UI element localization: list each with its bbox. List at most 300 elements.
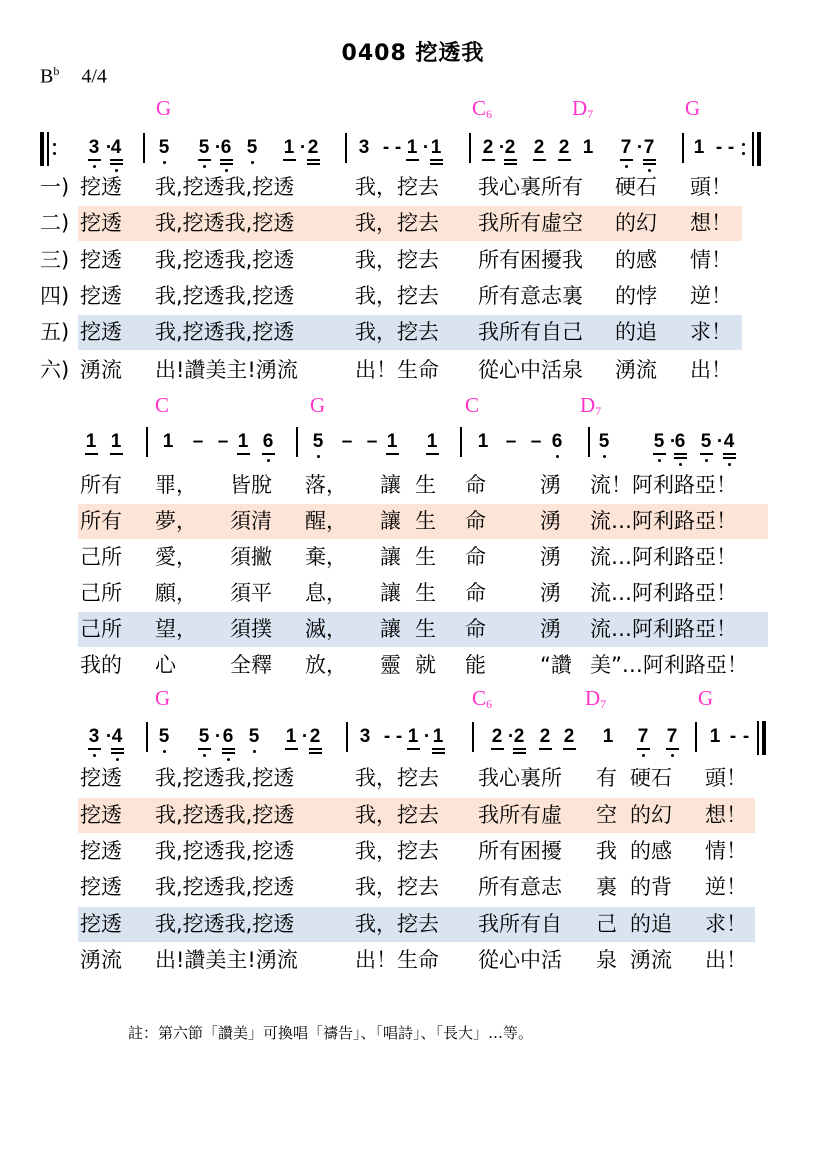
lyric-segment: 我，挖去 — [355, 175, 439, 199]
note-text: 6 — [262, 431, 274, 452]
lyric-segment: 逆！ — [690, 284, 732, 308]
low-octave-dot — [163, 750, 166, 753]
note-text: 1 — [237, 431, 249, 452]
low-octave-dot — [251, 161, 254, 164]
note — [598, 432, 610, 452]
lyric-segment: 美”…阿利路亞！ — [590, 653, 748, 677]
low-octave-dot — [163, 161, 166, 164]
note — [283, 138, 295, 158]
lyric-segment: 皆脫 — [230, 473, 272, 497]
lyric-segment: 挖透 — [80, 320, 122, 344]
note-text: 2 — [491, 726, 503, 747]
chord-name: C — [472, 96, 487, 120]
lyric-segment: 挖透 — [80, 248, 122, 272]
note — [482, 138, 494, 158]
low-octave-dot — [253, 750, 256, 753]
note-text: 3 — [359, 726, 371, 747]
lyric-segment: 的感 — [615, 248, 657, 272]
note — [222, 727, 234, 747]
chord-name: G — [685, 96, 701, 120]
lyric-segment: 求！ — [690, 320, 732, 344]
lyric-segment: 的背 — [630, 875, 672, 899]
note-text: · — [507, 726, 515, 747]
lyric-segment: 命 — [465, 545, 486, 569]
lyric-segment: 讓 — [380, 473, 401, 497]
low-octave-dot — [93, 754, 96, 757]
note-text: - — [383, 726, 391, 747]
chord-symbol — [465, 393, 479, 419]
note — [237, 432, 249, 452]
low-octave-dot — [203, 165, 206, 168]
key-signature — [40, 64, 107, 89]
underline — [723, 457, 736, 459]
underline — [653, 453, 666, 455]
lyric-segment: 須平 — [230, 581, 272, 605]
note-text: 2 — [309, 726, 321, 747]
final-thick-bar — [762, 721, 766, 755]
note-text: 2 — [533, 137, 545, 158]
note-text: - — [715, 137, 723, 158]
chord-symbol — [472, 686, 492, 712]
underline — [220, 159, 233, 161]
lyric-segment: 須撇 — [230, 545, 272, 569]
end-repeat-thick-bar — [757, 132, 761, 166]
note — [582, 138, 594, 158]
hold-dash — [217, 432, 229, 452]
hold-dash — [393, 727, 405, 747]
lyric-segment: 讓 — [380, 581, 401, 605]
low-octave-dot — [648, 169, 651, 172]
barline — [296, 427, 298, 457]
note-text: 1 — [285, 726, 297, 747]
note-text: · — [214, 137, 222, 158]
note-text: 7 — [666, 726, 678, 747]
note-text: 5 — [248, 726, 260, 747]
lyric-segment: 有 — [596, 766, 617, 790]
note-text: · — [716, 431, 724, 452]
note-text: 2 — [307, 137, 319, 158]
chord-symbol — [580, 393, 601, 419]
note — [643, 138, 655, 158]
lyric-segment: 流…阿利路亞！ — [590, 545, 737, 569]
hold-dash — [192, 432, 204, 452]
note — [158, 727, 170, 747]
note — [477, 432, 489, 452]
lyric-segment: 我,挖透我,挖透 — [155, 175, 295, 199]
underline — [674, 453, 687, 455]
low-octave-dot — [556, 455, 559, 458]
lyric-segment: 能 — [465, 653, 486, 677]
note-text: 1 — [426, 431, 438, 452]
note-text: 5 — [700, 431, 712, 452]
lyric-segment: 想！ — [705, 803, 747, 827]
underline — [110, 163, 123, 165]
note-text: 3 — [88, 726, 100, 747]
lyric-segment: 己所 — [80, 617, 122, 641]
note-text: 1 — [582, 137, 594, 158]
start-repeat-thin-bar — [47, 132, 49, 166]
lyric-segment: 湧 — [540, 617, 561, 641]
chord-symbol — [472, 96, 492, 122]
underline — [666, 748, 679, 750]
chord-name: C — [155, 393, 170, 417]
repeat-dot — [742, 152, 745, 155]
low-octave-dot — [625, 165, 628, 168]
low-octave-dot — [679, 463, 682, 466]
note-text: - — [394, 137, 402, 158]
lyric-segment: 出！ — [705, 948, 747, 972]
lyric-segment: 所有 — [80, 473, 122, 497]
verse-number: 五) — [40, 320, 70, 344]
lyric-segment: 罪， — [155, 473, 197, 497]
note — [312, 432, 324, 452]
underline — [222, 748, 235, 750]
lyric-segment: 的悖 — [615, 284, 657, 308]
lyric-segment: 從心中活 — [478, 948, 562, 972]
note — [358, 138, 370, 158]
lyric-segment: 我心裏所 — [478, 766, 562, 790]
note — [88, 138, 100, 158]
underline — [283, 159, 296, 161]
note-text: 7 — [620, 137, 632, 158]
lyric-segment: 所有意志 — [478, 875, 562, 899]
lyric-segment: 讓 — [380, 545, 401, 569]
note-text: 3 — [358, 137, 370, 158]
lyric-segment: 讓 — [380, 617, 401, 641]
barline — [695, 722, 697, 752]
lyric-segment: 心 — [155, 653, 176, 677]
underline — [539, 748, 552, 750]
lyric-segment: 所有 — [80, 509, 122, 533]
underline — [700, 453, 713, 455]
note — [723, 432, 735, 452]
note-text: 5 — [653, 431, 665, 452]
note-text: – — [341, 431, 353, 452]
barline — [682, 133, 684, 163]
chord-symbol — [585, 686, 606, 712]
lyric-segment: 我,挖透我,挖透 — [155, 839, 295, 863]
note — [551, 432, 563, 452]
low-octave-dot — [603, 455, 606, 458]
lyric-segment: 我所有自己 — [478, 320, 583, 344]
chord-name: D — [585, 686, 601, 710]
note — [262, 432, 274, 452]
underline — [198, 159, 211, 161]
underline — [426, 453, 439, 455]
lyric-segment: 所有意志裏 — [478, 284, 583, 308]
note — [558, 138, 570, 158]
lyric-segment: 挖透 — [80, 839, 122, 863]
note — [539, 727, 551, 747]
lyric-segment: 的幻 — [630, 803, 672, 827]
note — [602, 727, 614, 747]
lyric-segment: 求！ — [705, 912, 747, 936]
underline — [85, 453, 98, 455]
lyric-segment: 己所 — [80, 545, 122, 569]
repeat-dot — [53, 152, 56, 155]
lyric-segment: 我,挖透我,挖透 — [155, 912, 295, 936]
note — [620, 138, 632, 158]
note-text: 6 — [222, 726, 234, 747]
note-text: 1 — [432, 726, 444, 747]
hold-dash — [713, 138, 725, 158]
underline — [674, 457, 687, 459]
note-text: – — [192, 431, 204, 452]
low-octave-dot — [658, 459, 661, 462]
low-octave-dot — [267, 459, 270, 462]
lyric-segment: 湧流 — [80, 358, 122, 382]
note-text: 1 — [430, 137, 442, 158]
underline — [220, 163, 233, 165]
note — [430, 138, 442, 158]
underline — [198, 748, 211, 750]
note — [491, 727, 503, 747]
note — [533, 138, 545, 158]
note — [666, 727, 678, 747]
lyric-segment: 情！ — [690, 248, 732, 272]
note-text: · — [105, 137, 113, 158]
lyric-segment: 流…阿利路亞！ — [590, 617, 737, 641]
verse-number: 一) — [40, 175, 70, 199]
note — [693, 138, 705, 158]
lyric-segment: 命 — [465, 473, 486, 497]
lyric-segment: 我 — [596, 839, 617, 863]
underline — [407, 748, 420, 750]
underline — [620, 159, 633, 161]
time-signature: 4/4 — [81, 65, 107, 88]
low-octave-dot — [317, 455, 320, 458]
lyric-segment: 出！生命 — [355, 358, 439, 382]
underline — [406, 159, 419, 161]
lyric-segment: 逆！ — [705, 875, 747, 899]
note — [158, 138, 170, 158]
underline — [558, 159, 571, 161]
note-text: 4 — [110, 137, 122, 158]
footnote: 註：第六節「讚美」可換唱「禱告」、「唱詩」、「長大」…等。 — [128, 1024, 534, 1042]
low-octave-dot — [225, 169, 228, 172]
lyric-segment: 我,挖透我,挖透 — [155, 875, 295, 899]
hold-dash — [740, 727, 752, 747]
note-text: 4 — [723, 431, 735, 452]
note-text: 5 — [598, 431, 610, 452]
barline — [146, 722, 148, 752]
note-text: 1 — [693, 137, 705, 158]
underline — [307, 159, 320, 161]
underline — [237, 453, 250, 455]
chord-symbol — [155, 393, 169, 419]
barline — [460, 427, 462, 457]
lyric-segment: 我，挖去 — [355, 839, 439, 863]
note-text: · — [669, 431, 677, 452]
note — [359, 727, 371, 747]
lyric-segment: 想！ — [690, 211, 732, 235]
note — [110, 138, 122, 158]
start-repeat-thick-bar — [40, 132, 44, 166]
lyric-segment: 我的 — [80, 653, 122, 677]
underline — [111, 748, 124, 750]
lyric-segment: 挖透 — [80, 912, 122, 936]
underline — [309, 752, 322, 754]
lyric-segment: 硬石 — [615, 175, 657, 199]
underline — [111, 752, 124, 754]
underline — [482, 159, 495, 161]
underline — [88, 159, 101, 161]
note — [246, 138, 258, 158]
note-text: · — [422, 137, 430, 158]
hold-dash — [505, 432, 517, 452]
lyric-segment: 醒， — [305, 509, 347, 533]
note-text: 5 — [198, 137, 210, 158]
hold-dash — [725, 138, 737, 158]
lyric-segment: 所有困擾 — [478, 839, 562, 863]
note-text: 1 — [110, 431, 122, 452]
key-accidental: b — [53, 64, 60, 78]
lyric-segment: 望， — [155, 617, 197, 641]
lyric-segment: 湧流 — [615, 358, 657, 382]
lyric-segment: 的追 — [615, 320, 657, 344]
lyric-segment: 命 — [465, 581, 486, 605]
note-text: 1 — [477, 431, 489, 452]
lyric-segment: 流…阿利路亞！ — [590, 581, 737, 605]
note — [111, 727, 123, 747]
note — [307, 138, 319, 158]
repeat-dot — [53, 143, 56, 146]
note-text: 1 — [283, 137, 295, 158]
note — [85, 432, 97, 452]
underline — [491, 748, 504, 750]
lyric-segment: 我,挖透我,挖透 — [155, 248, 295, 272]
note-text: – — [530, 431, 542, 452]
note-text: 1 — [709, 726, 721, 747]
underline — [110, 159, 123, 161]
lyric-segment: 我,挖透我,挖透 — [155, 284, 295, 308]
lyric-segment: 夢， — [155, 509, 197, 533]
chord-extension: 7 — [587, 107, 594, 121]
note-text: – — [505, 431, 517, 452]
lyric-segment: 放， — [305, 653, 347, 677]
lyric-segment: 落， — [305, 473, 347, 497]
note — [653, 432, 665, 452]
chord-name: G — [155, 686, 171, 710]
key-note: B — [40, 65, 54, 88]
note-text: 2 — [504, 137, 516, 158]
hold-dash — [341, 432, 353, 452]
hold-dash — [530, 432, 542, 452]
note-text: · — [423, 726, 431, 747]
low-octave-dot — [116, 758, 119, 761]
lyric-segment: 生 — [415, 545, 436, 569]
lyric-segment: 我，挖去 — [355, 284, 439, 308]
note — [432, 727, 444, 747]
lyric-segment: 出！ — [690, 358, 732, 382]
lyric-segment: 我，挖去 — [355, 912, 439, 936]
repeat-dot — [742, 143, 745, 146]
chord-name: D — [580, 393, 596, 417]
underline — [307, 163, 320, 165]
lyric-segment: 湧 — [540, 581, 561, 605]
note — [504, 138, 516, 158]
lyric-segment: 流…阿利路亞！ — [590, 509, 737, 533]
lyric-segment: 命 — [465, 509, 486, 533]
underline — [504, 159, 517, 161]
note-text: 6 — [220, 137, 232, 158]
note-text: · — [299, 137, 307, 158]
note-text: · — [301, 726, 309, 747]
note-text: · — [498, 137, 506, 158]
lyric-segment: 出！生命 — [355, 948, 439, 972]
chord-name: G — [156, 96, 172, 120]
verse-number: 三) — [40, 248, 70, 272]
note-text: 5 — [312, 431, 324, 452]
lyric-segment: 讓 — [380, 509, 401, 533]
note — [285, 727, 297, 747]
underline — [432, 748, 445, 750]
lyric-segment: 我,挖透我,挖透 — [155, 766, 295, 790]
underline — [637, 748, 650, 750]
verse-number: 二) — [40, 211, 70, 235]
lyric-segment: 所有困擾我 — [478, 248, 583, 272]
note-text: – — [366, 431, 378, 452]
lyric-segment: 從心中活泉 — [478, 358, 583, 382]
lyric-segment: 滅， — [305, 617, 347, 641]
note-text: 3 — [88, 137, 100, 158]
lyric-segment: 我，挖去 — [355, 320, 439, 344]
note-text: – — [217, 431, 229, 452]
note-text: - — [395, 726, 403, 747]
lyric-segment: 願， — [155, 581, 197, 605]
note-text: · — [636, 137, 644, 158]
low-octave-dot — [203, 754, 206, 757]
underline — [513, 748, 526, 750]
lyric-segment: 湧流 — [80, 948, 122, 972]
chord-name: G — [698, 686, 714, 710]
lyric-segment: 愛， — [155, 545, 197, 569]
lyric-segment: 湧 — [540, 545, 561, 569]
lyric-segment: 我所有自 — [478, 912, 562, 936]
low-octave-dot — [227, 758, 230, 761]
lyric-segment: 我,挖透我,挖透 — [155, 320, 295, 344]
lyric-segment: 我，挖去 — [355, 211, 439, 235]
lyric-segment: 裏 — [596, 875, 617, 899]
lyric-segment: 頭！ — [690, 175, 732, 199]
underline — [723, 453, 736, 455]
lyric-segment: 出!讚美主!湧流 — [155, 948, 298, 972]
note-text: 1 — [407, 726, 419, 747]
lyric-segment: 生 — [415, 581, 436, 605]
note-text: 1 — [85, 431, 97, 452]
note-text: 2 — [563, 726, 575, 747]
barline — [146, 427, 148, 457]
low-octave-dot — [671, 754, 674, 757]
chord-extension: 7 — [600, 697, 607, 711]
note — [513, 727, 525, 747]
note-text: 2 — [513, 726, 525, 747]
low-octave-dot — [93, 165, 96, 168]
lyric-segment: 生 — [415, 509, 436, 533]
hold-dash — [727, 727, 739, 747]
underline — [513, 752, 526, 754]
underline — [643, 163, 656, 165]
lyric-segment: 挖透 — [80, 803, 122, 827]
lyric-segment: 挖透 — [80, 284, 122, 308]
note-text: 2 — [482, 137, 494, 158]
note — [426, 432, 438, 452]
lyric-segment: 頭！ — [705, 766, 747, 790]
note — [386, 432, 398, 452]
lyric-segment: 就 — [415, 653, 436, 677]
note-text: 7 — [637, 726, 649, 747]
chord-symbol — [685, 96, 700, 122]
